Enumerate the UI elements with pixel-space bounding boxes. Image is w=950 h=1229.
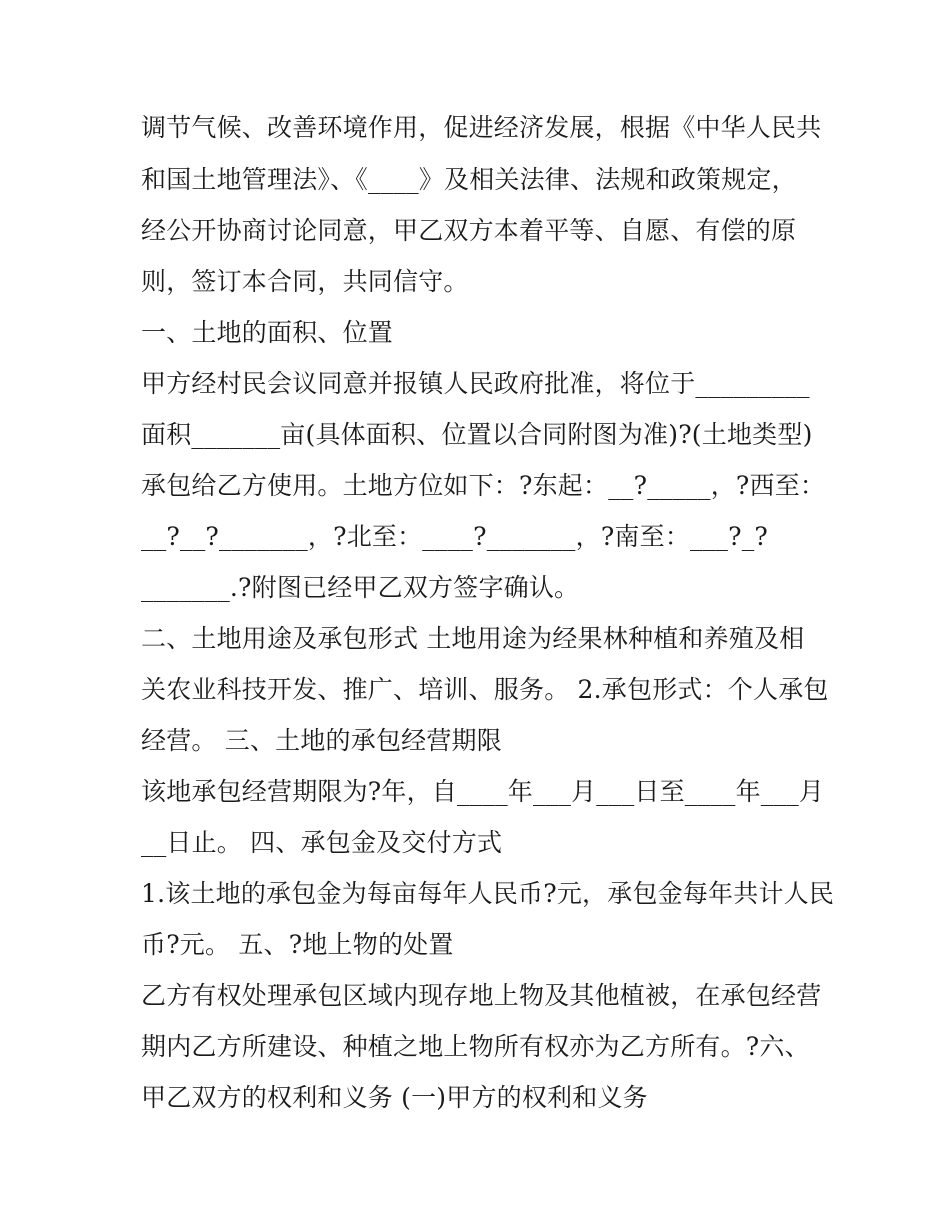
text-line: 该地承包经营期限为?年，自____年___月___日至____年___月 <box>141 777 825 806</box>
section-heading: 一、土地的面积、位置 <box>141 318 394 347</box>
text-line: 经公开协商讨论同意，甲乙双方本着平等、自愿、有偿的原 <box>141 216 797 245</box>
text-line: 二、土地用途及承包形式 土地用途为经果林种植和养殖及相 <box>141 624 805 653</box>
text-line: 调节气候、改善环境作用，促进经济发展，根据《中华人民共 <box>141 113 822 142</box>
text-line: 和国土地管理法》、《____》及相关法律、法规和政策规定， <box>141 165 797 194</box>
text-line: 期内乙方所建设、种植之地上物所有权亦为乙方所有。?六、 <box>141 1032 810 1061</box>
text-line: 面积_______亩(具体面积、位置以合同附图为准)?(土地类型) <box>141 420 813 449</box>
text-line: 甲方经村民会议同意并报镇人民政府批准，将位于_________ <box>141 369 810 398</box>
text-line: _______.?附图已经甲乙双方签字确认。 <box>141 573 580 602</box>
text-line: __日止。 四、承包金及交付方式 <box>141 828 503 857</box>
text-line: 1.该土地的承包金为每亩每年人民币?元，承包金每年共计人民 <box>141 879 835 908</box>
text-line: 甲乙双方的权利和义务 (一)甲方的权利和义务 <box>141 1083 648 1112</box>
text-line: 则，签订本合同，共同信守。 <box>141 267 469 296</box>
text-line: 经营。 三、土地的承包经营期限 <box>141 726 502 755</box>
text-line: 乙方有权处理承包区域内现存地上物及其他植被，在承包经营 <box>141 981 822 1010</box>
text-line: 关农业科技开发、推广、培训、服务。 2.承包形式：个人承包 <box>141 675 829 704</box>
text-line: __?__?_______，?北至：____?_______，?南至：___?_? <box>141 522 769 551</box>
text-line: 承包给乙方使用。土地方位如下：?东起：__?_____，?西至： <box>141 471 826 500</box>
text-line: 币?元。 五、?地上物的处置 <box>141 930 454 959</box>
